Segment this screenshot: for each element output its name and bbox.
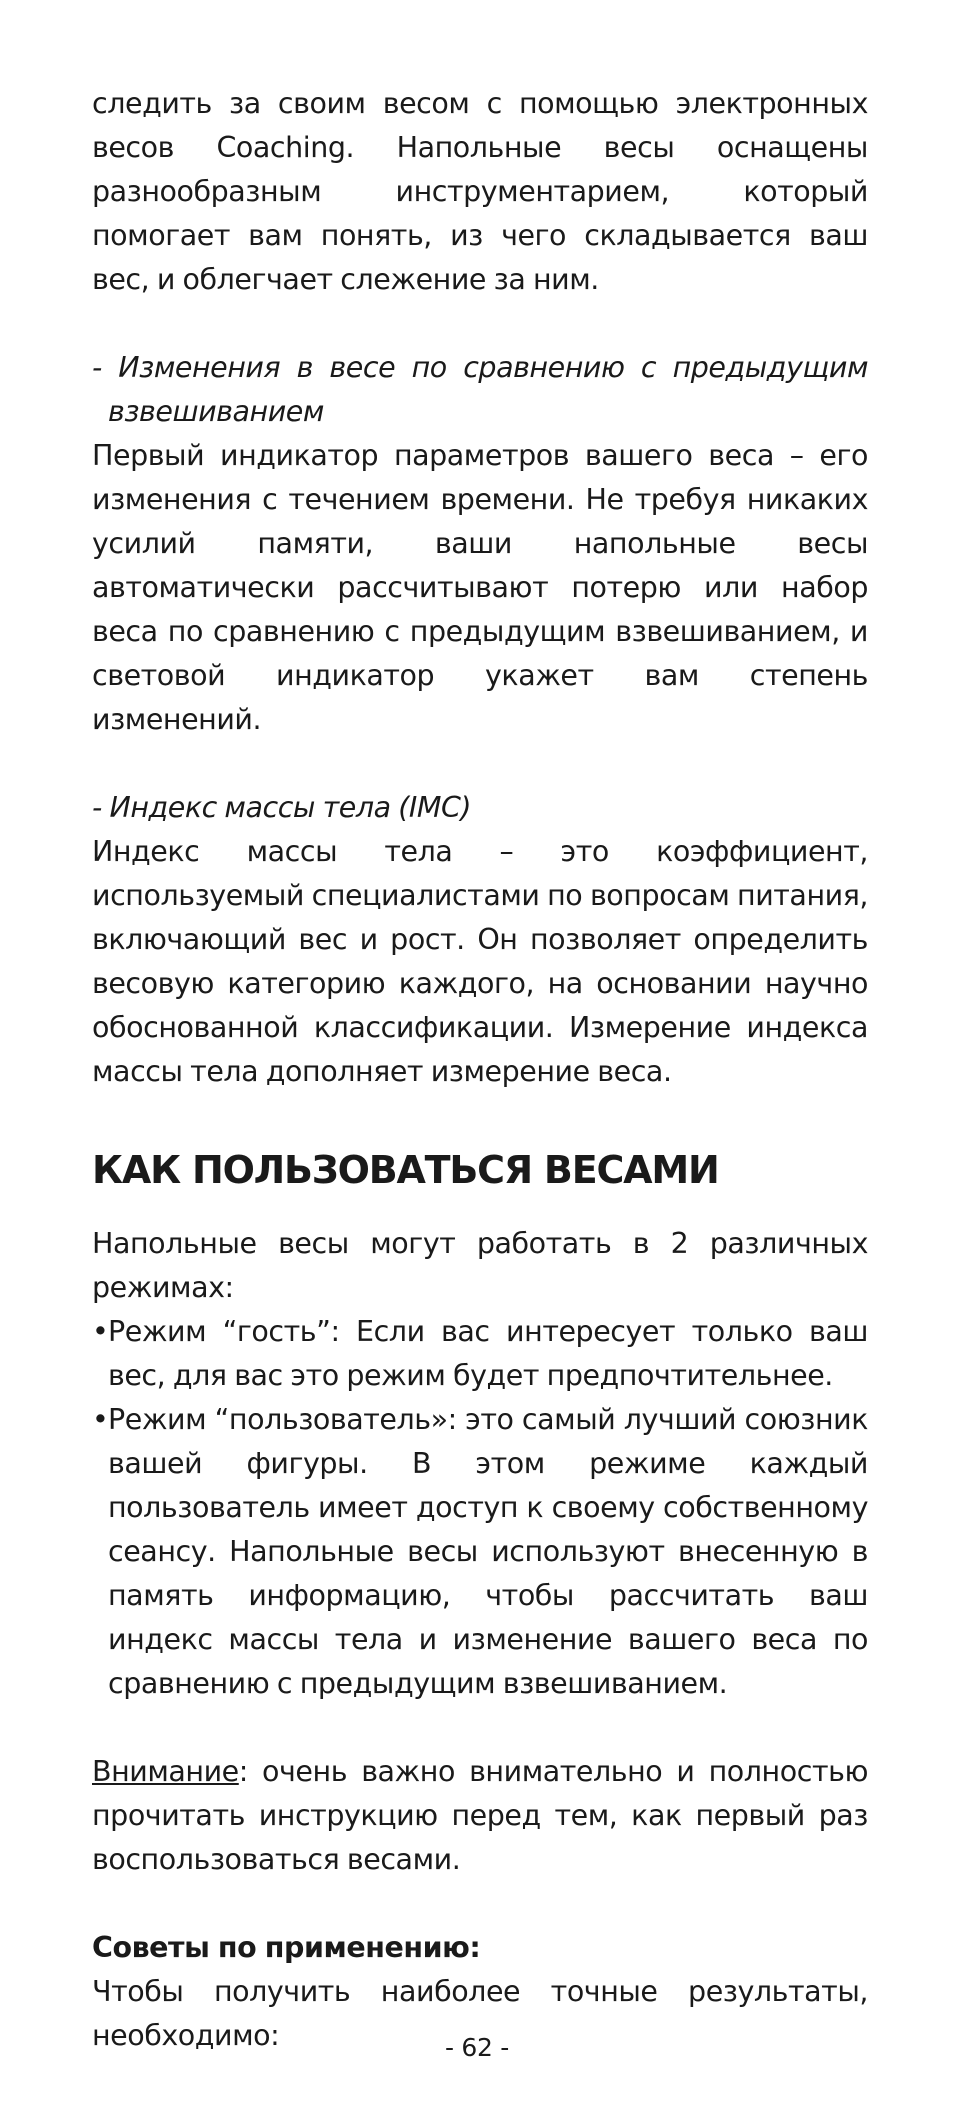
warning-label: Внимание: [92, 1755, 239, 1788]
weight-change-subtitle: - Изменения в весе по сравнению с предыдущим взвешиванием: [92, 351, 868, 428]
spacer: [92, 1882, 868, 1926]
spacer: [92, 742, 868, 786]
warning-paragraph: [92, 1750, 868, 1882]
weight-change-paragraph: Первый индикатор параметров вашего веса – его изменения с течением времени. Не требуя никаких усилий памяти, ваши напольные весы автоматически рассчитывают потерю или набор веса по сравнению с предыдущим взвешиванием, и световой индикатор укажет вам степень изменений.: [92, 439, 868, 736]
bmi-subtitle: - Индекс массы тела (IMC): [92, 791, 472, 824]
spacer: [92, 1706, 868, 1750]
list-item-user-mode: [92, 1398, 868, 1706]
bmi-paragraph: Индекс массы тела – это коэффициент, используемый специалистами по вопросам питания, включающий вес и рост. Он позволяет определить весовую категорию каждого, на основании научно обоснованной классификации. Измерение индекса массы тела дополняет измерение веса.: [92, 835, 868, 1088]
tips-title: Советы по применению:: [92, 1931, 481, 1964]
warning-text: : очень важно внимательно и полностью прочитать инструкцию перед тем, как первый раз воспользоваться весами.: [92, 1755, 868, 1876]
intro-paragraph: следить за своим весом с помощью электронных весов Coaching. Напольные весы оснащены разнообразным инструментарием, который помогает вам понять, из чего складывается ваш вес, и облегчает слежение за ним.: [92, 87, 868, 296]
modes-intro: Напольные весы могут работать в 2 различных режимах:: [92, 1227, 868, 1304]
page-number: - 62 -: [445, 2033, 509, 2062]
list-item-text: Режим “пользователь»: это самый лучший союзник вашей фигуры. В этом режиме каждый пользователь имеет доступ к своему собственному сеансу. Напольные весы используют внесенную в память информацию, чтобы рассчитать ваш индекс массы тела и изменение вашего веса по сравнению с предыдущим взвешиванием.: [108, 1403, 868, 1700]
list-item-text: Режим “гость”: Если вас интересует только ваш вес, для вас это режим будет предпочтительнее.: [108, 1315, 868, 1392]
bullet-icon: •: [92, 1315, 109, 1348]
page-content: [92, 82, 868, 2058]
list-item-guest-mode: [92, 1310, 868, 1398]
tips-paragraph: Чтобы получить наиболее точные результаты, необходимо:: [92, 1975, 868, 2052]
bullet-icon: •: [92, 1403, 109, 1436]
section-heading: КАК ПОЛЬЗОВАТЬСЯ ВЕСАМИ: [92, 1148, 719, 1192]
spacer: [92, 302, 868, 346]
